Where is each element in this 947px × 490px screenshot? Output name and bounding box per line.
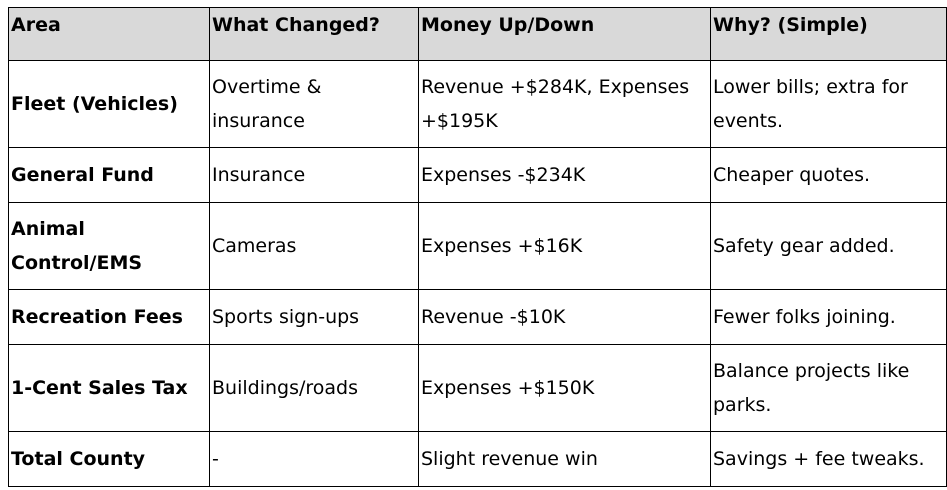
header-money-up-down: Money Up/Down bbox=[419, 8, 711, 61]
cell-money: Expenses +$150K bbox=[419, 345, 711, 432]
budget-changes-table bbox=[8, 7, 947, 487]
cell-why: Lower bills; extra for events. bbox=[711, 61, 947, 148]
table-row bbox=[9, 61, 947, 148]
cell-change: Overtime & insurance bbox=[210, 61, 419, 148]
header-why: Why? (Simple) bbox=[711, 8, 947, 61]
cell-money: Slight revenue win bbox=[419, 432, 711, 487]
header-row bbox=[9, 8, 947, 61]
cell-money: Revenue -$10K bbox=[419, 290, 711, 345]
table-row bbox=[9, 290, 947, 345]
cell-change: Insurance bbox=[210, 148, 419, 203]
header-what-changed: What Changed? bbox=[210, 8, 419, 61]
cell-money: Expenses -$234K bbox=[419, 148, 711, 203]
budget-changes-table-container bbox=[8, 7, 947, 487]
table-body bbox=[9, 61, 947, 487]
table-row bbox=[9, 148, 947, 203]
cell-area: General Fund bbox=[9, 148, 210, 203]
cell-area: Fleet (Vehicles) bbox=[9, 61, 210, 148]
cell-change: Buildings/roads bbox=[210, 345, 419, 432]
table-row bbox=[9, 203, 947, 290]
header-area: Area bbox=[9, 8, 210, 61]
cell-area: Recreation Fees bbox=[9, 290, 210, 345]
cell-why: Balance projects like parks. bbox=[711, 345, 947, 432]
table-row bbox=[9, 432, 947, 487]
cell-area: Total County bbox=[9, 432, 210, 487]
cell-area: Animal Control/EMS bbox=[9, 203, 210, 290]
cell-change: Sports sign-ups bbox=[210, 290, 419, 345]
cell-why: Fewer folks joining. bbox=[711, 290, 947, 345]
cell-money: Expenses +$16K bbox=[419, 203, 711, 290]
cell-change: - bbox=[210, 432, 419, 487]
table-row bbox=[9, 345, 947, 432]
cell-area: 1-Cent Sales Tax bbox=[9, 345, 210, 432]
cell-change: Cameras bbox=[210, 203, 419, 290]
cell-money: Revenue +$284K, Expenses +$195K bbox=[419, 61, 711, 148]
cell-why: Safety gear added. bbox=[711, 203, 947, 290]
cell-why: Savings + fee tweaks. bbox=[711, 432, 947, 487]
cell-why: Cheaper quotes. bbox=[711, 148, 947, 203]
table-header bbox=[9, 8, 947, 61]
